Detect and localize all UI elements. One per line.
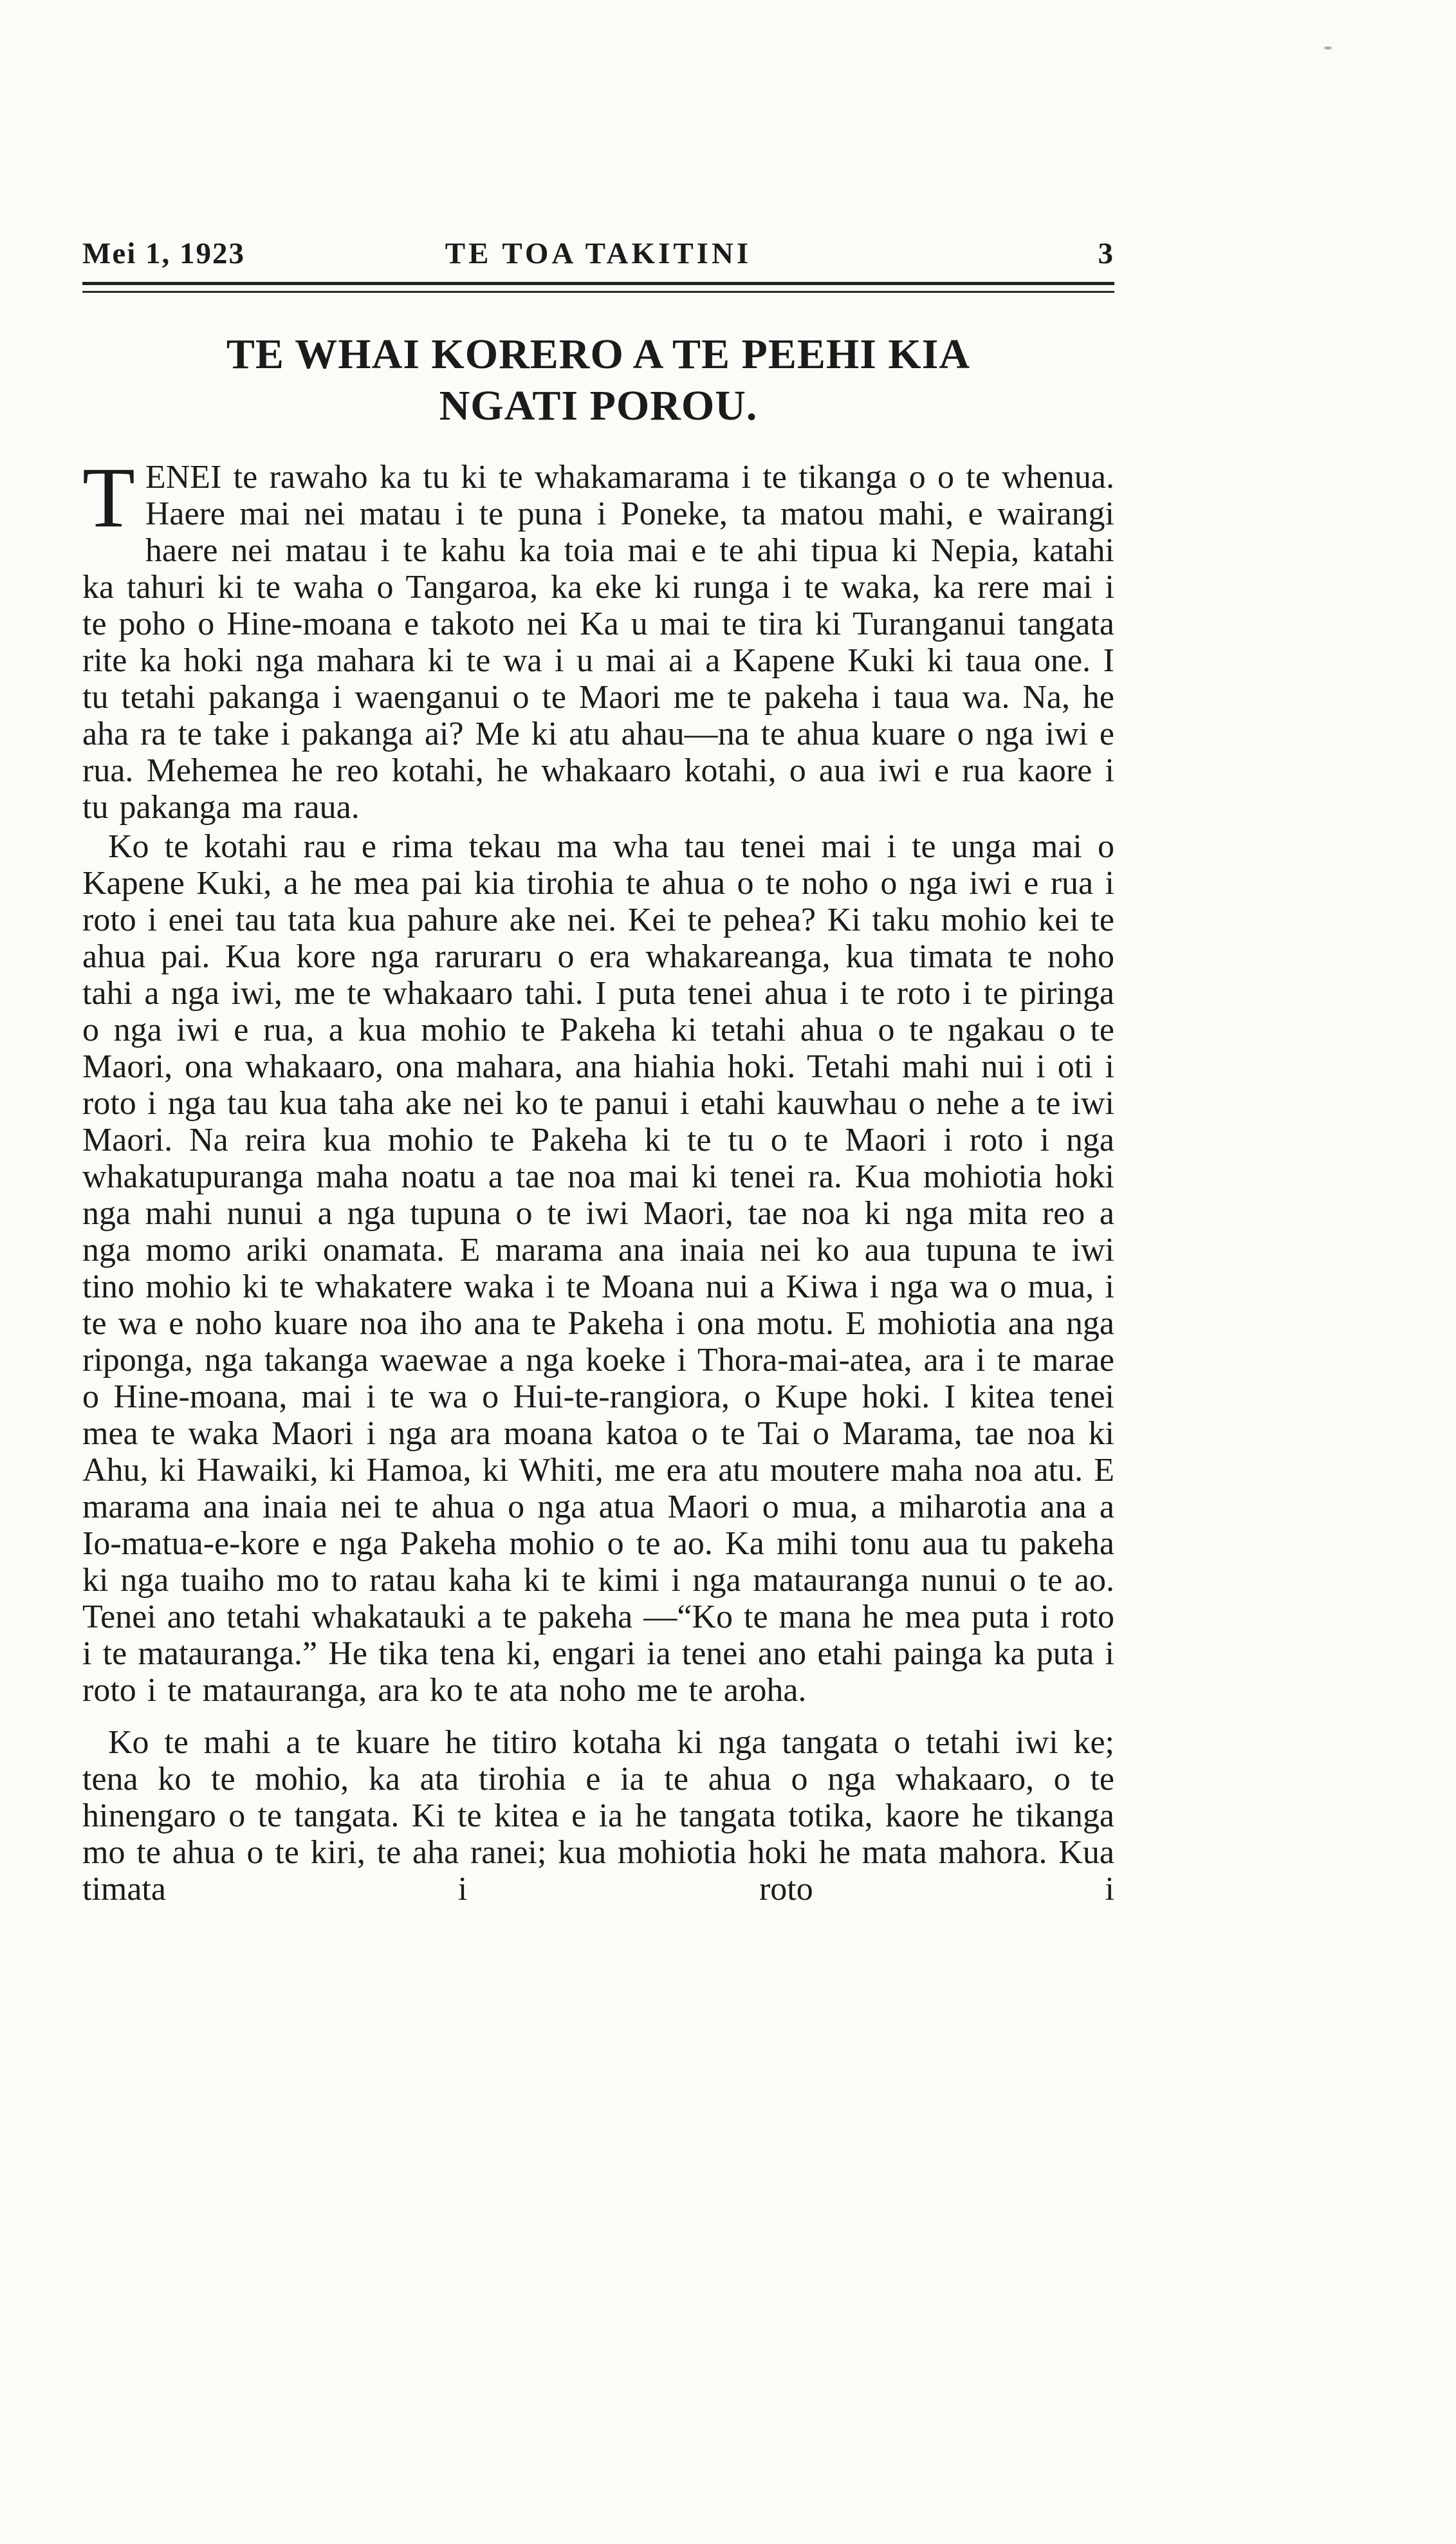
- header-rule-bottom: [82, 291, 1114, 293]
- article-body: [82, 450, 1114, 1908]
- paragraph-1: [82, 450, 1114, 826]
- page-column: [82, 236, 1114, 1908]
- article-title-line-2: NGATI POROU.: [439, 382, 758, 429]
- article-title-line-1: TE WHAI KORERO A TE PEEHI KIA: [226, 331, 971, 378]
- paragraph-3: Ko te mahi a te kuare he titiro kotaha ki nga tangata o tetahi iwi ke; tena ko te mohio, ka ata tirohia e ia te ahua o nga whakaaro, o te hinengaro o te tangata. Ki te kitea e ia he tangata totika, kaore he tikanga mo te ahua o te kiri, te aha ranei; kua mohiotia hoki he mata mahora. Kua timata i roto i: [82, 1724, 1114, 1908]
- issue-date: Mei 1, 1923: [82, 237, 246, 270]
- scan-artifact: [1324, 46, 1332, 50]
- masthead: TE TOA TAKITINI: [445, 237, 752, 270]
- article-title: [82, 329, 1114, 432]
- paragraph-2: Ko te kotahi rau e rima tekau ma wha tau tenei mai i te unga mai o Kapene Kuki, a he mea pai kia tirohia te ahua o te noho o nga iwi e rua i roto i enei tau tata kua pahure ake nei. Kei te pehea? Ki taku mohio kei te ahua pai. Kua kore nga raruraru o era whakareanga, kua timata te noho tahi a nga iwi, me te whakaaro tahi. I puta tenei ahua i te roto i te piringa o nga iwi e rua, a kua mohio te Pakeha ki tetahi ahua o te ngakau o te Maori, ona whakaaro, ona mahara, ana hiahia hoki. Tetahi mahi nui i oti i roto i nga tau kua taha ake nei ko te panui i etahi kauwhau o nehe a te iwi Maori. Na reira kua mohio te Pakeha ki te tu o te Maori i roto i nga whakatupuranga maha noatu a tae noa mai ki tenei ra. Kua mohiotia hoki nga mahi nunui a nga tupuna o te iwi Maori, tae noa ki nga mita reo a nga momo ariki onamata. E marama ana inaia nei ko aua tupuna te iwi tino mohio ki te whakatere waka i te Moana nui a Kiwa i nga wa o mua, i te wa e noho kuare noa iho ana te Pakeha i ona motu. E mohiotia ana nga riponga, nga takanga waewae a nga koeke i Thora-mai-atea, ara i te marae o Hine-moana, mai i te wa o Hui-te-rangiora, o Kupe hoki. I kitea tenei mea te waka Maori i nga ara moana katoa o te Tai o Marama, tae noa ki Ahu, ki Hawaiki, ki Hamoa, ki Whiti, me era atu moutere maha noa atu. E marama ana inaia nei te ahua o nga atua Maori o mua, a miharotia ana a Io-matua-e-kore e nga Pakeha mohio o te ao. Ka mihi tonu aua tu pakeha ki nga tuaiho mo to ratau kaha ki te kimi i nga matauranga nunui o te ao. Tenei ano tetahi whakatauki a te pakeha —“Ko te mana he mea puta i roto i te matauranga.” He tika tena ki, engari ia tenei ano etahi painga ka puta i roto i te matauranga, ara ko te ata noho me te aroha.: [82, 828, 1114, 1709]
- header-rule-top: [82, 282, 1114, 285]
- page-number: 3: [1098, 237, 1114, 270]
- paragraph-1-text: ENEI te rawaho ka tu ki te whakamarama i te tikanga o o te whenua. Haere mai nei matau i te puna i Poneke, ta matou mahi, e wairangi haere nei matau i te kahu ka toia mai e te ahi tipua ki Nepia, katahi ka tahuri ki te waha o Tangaroa, ka eke ki runga i te waka, ka rere mai i te poho o Hine-moana e takoto nei Ka u mai te tira ki Turanganui tangata rite ka hoki nga mahara ki te wa i u mai ai a Kapene Kuki ki taua one. I tu tetahi pakanga i waenganui o te Maori me te pakeha i taua wa. Na, he aha ra te take i pakanga ai? Me ki atu ahau—na te ahua kuare o nga iwi e rua. Mehemea he reo kotahi, he whakaaro kotahi, o aua iwi e rua kaore i tu pakanga ma raua.: [82, 459, 1114, 826]
- page-header: [82, 236, 1114, 272]
- drop-cap: T: [82, 450, 135, 545]
